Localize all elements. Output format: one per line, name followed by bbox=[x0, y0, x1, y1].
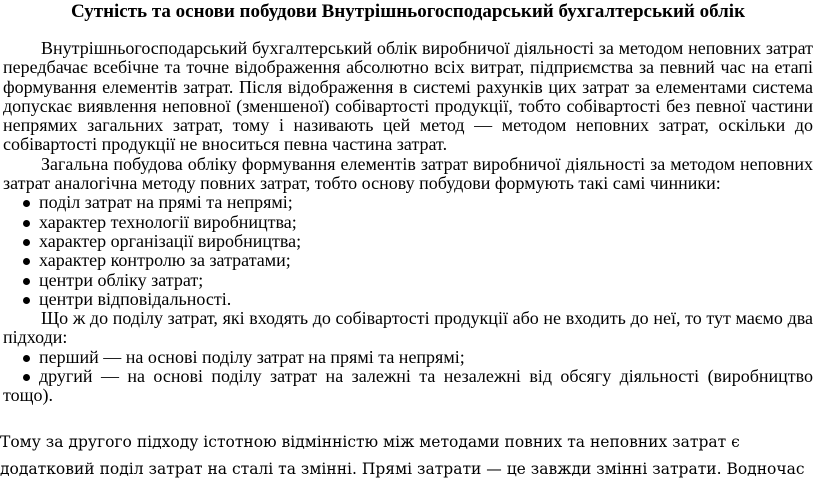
bullet-icon bbox=[23, 297, 30, 304]
list-item-text: характер контролю за затратами; bbox=[39, 250, 291, 271]
list-item-text: перший — на основі поділу затрат на прямі та непрямі; bbox=[39, 346, 465, 367]
paragraph-structure: Загальна побудова обліку формування елементів затрат виробничої діяльності за методом неповних затрат аналогічна методу повних затрат, тобто основу побудови формують такі самі чинники: bbox=[3, 153, 813, 194]
bullet-icon bbox=[23, 258, 30, 265]
list-item bbox=[3, 348, 813, 367]
list-item-text: центри обліку затрат; bbox=[39, 269, 204, 290]
factors-list bbox=[3, 193, 813, 309]
bullet-icon bbox=[23, 200, 30, 207]
list-item-text: характер технології виробництва; bbox=[39, 211, 297, 232]
bullet-icon bbox=[23, 220, 30, 227]
approaches-list bbox=[3, 348, 813, 406]
bullet-icon bbox=[23, 239, 30, 246]
list-item bbox=[3, 251, 813, 270]
document-title: Сутність та основи побудови Внутрішньогосподарський бухгалтерський облік bbox=[70, 1, 746, 22]
list-item-text: поділ затрат на прямі та непрямі; bbox=[39, 192, 293, 213]
list-item-text: центри відповідальності. bbox=[39, 288, 232, 309]
paragraph-intro: Внутрішньогосподарський бухгалтерський облік виробничої діяльності за методом неповних затрат передбачає всебічне та точне відображення абсолютно всіх витрат, підприємства за певний час на етапі формування елементів затрат. Після відображення в системі рахунків цих затрат за елементами система допускає виявлення неповної (зменшеної) собівартості продукції, тобто собівартості без певної частини непрямих загальних затрат, тому і називають цей метод — методом неповних затрат, оскільки до собівартості продукції не вноситься певна частина затрат. bbox=[3, 38, 813, 155]
closing-line: Тому за другого підходу істотною відмінністю між методами повних та неповних затрат є bbox=[0, 433, 740, 451]
list-item bbox=[3, 271, 813, 290]
list-item bbox=[3, 193, 813, 212]
list-item bbox=[3, 290, 813, 309]
list-item bbox=[3, 367, 813, 406]
list-item-text: характер організації виробництва; bbox=[39, 230, 302, 251]
paragraph-approaches: Що ж до поділу затрат, які входять до собівартості продукції або не входить до неї, то тут маємо два підходи: bbox=[3, 308, 813, 348]
bullet-icon bbox=[23, 355, 30, 362]
document-body bbox=[3, 39, 813, 406]
closing-line: додатковий поділ затрат на сталі та змінні. Прямі затрати — це завжди змінні затрати. Водночас bbox=[0, 460, 805, 478]
closing-text bbox=[0, 429, 816, 483]
bullet-icon bbox=[23, 374, 30, 381]
list-item bbox=[3, 213, 813, 232]
list-item bbox=[3, 232, 813, 251]
bullet-icon bbox=[23, 278, 30, 285]
list-item-text: другий — на основі поділу затрат на залежні та незалежні від обсягу діяльності (виробництво тощо). bbox=[3, 366, 813, 406]
